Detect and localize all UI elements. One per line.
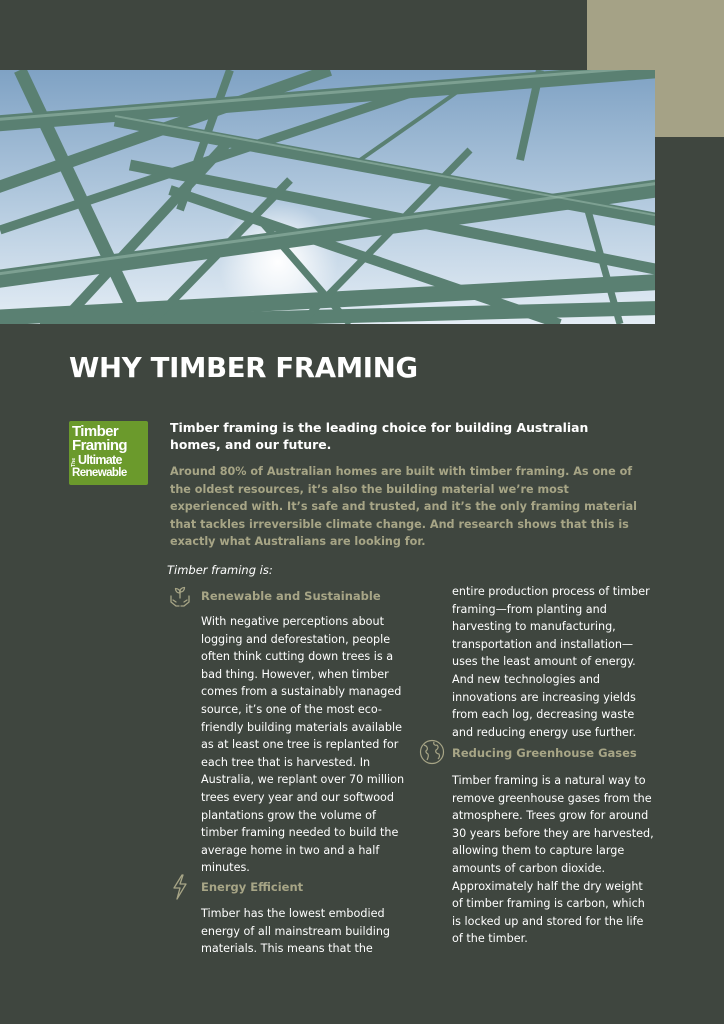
logo-line-3: Ultimate (78, 453, 122, 467)
section-body-energy-continued: entire production process of timber framing—from planting and harvesting to manufacturing, transportation and installation—uses the least amount of energy. And new technologies and innovations are increasing yields from each log, decreasing waste and reducing energy use further. (452, 585, 650, 739)
logo-the: The (71, 457, 77, 467)
timber-framing-logo (69, 421, 148, 485)
section-body-renewable: With negative perceptions about logging and deforestation, people often think cutting down trees is a bad thing. However, when timber comes from a sustainably managed source, it’s one of the most eco-friendly building materials available as at least one tree is replanted for each tree that is harvested. In Australia, we replant over 70 million trees every year and our softwood plantations grow the volume of timber framing needed to build the average home in two and a half minutes. (201, 615, 405, 875)
hero-roof-trusses-photo (0, 70, 655, 324)
page-title: WHY TIMBER FRAMING (69, 352, 418, 384)
section-heading-renewable: Renewable and Sustainable (201, 589, 381, 603)
list-intro: Timber framing is: (167, 563, 273, 577)
logo-line-4: Renewable (72, 466, 127, 479)
section-heading-greenhouse: Reducing Greenhouse Gases (452, 746, 637, 760)
globe-icon (419, 739, 445, 765)
section-body-greenhouse: Timber framing is a natural way to remove greenhouse gases from the atmosphere. Trees grow for around 30 years before they are harvested, allowing them to capture large amounts of carbon dioxide. Approximately half the dry weight of timber framing is carbon, which is locked up and stored for the life of the timber. (452, 774, 654, 946)
logo-row-3 (72, 454, 145, 467)
lightning-bolt-icon (172, 874, 188, 900)
section-heading-energy: Energy Efficient (201, 880, 304, 894)
section-body-energy: Timber has the lowest embodied energy of all mainstream building materials. This means that the (201, 907, 391, 956)
logo-line-1: Timber (72, 423, 119, 440)
intro-paragraph: Around 80% of Australian homes are built with timber framing. As one of the oldest resources, it’s also the building material we’re most experienced with. It’s safe and trusted, and it’s the only framing material that tackles irreversible climate change. And research shows that this is exactly what Australians are looking for. (170, 465, 637, 548)
logo-line-2: Framing (72, 437, 127, 454)
lead-paragraph: Timber framing is the leading choice for building Australian homes, and our future. (170, 420, 589, 452)
hands-plant-icon (169, 584, 191, 608)
